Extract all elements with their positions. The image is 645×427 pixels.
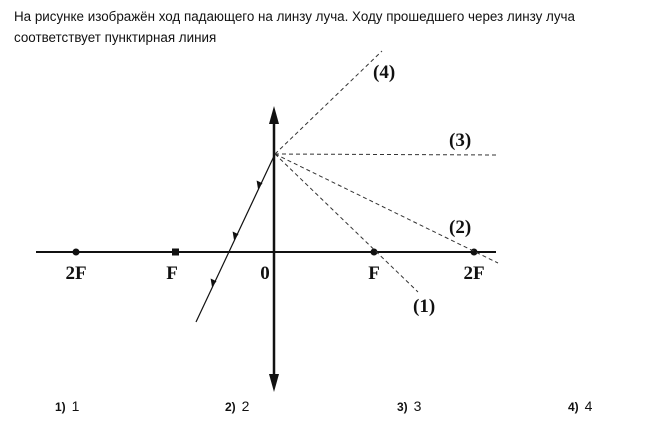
label-right-2f: 2F — [463, 263, 485, 284]
answer-value: 4 — [584, 398, 593, 414]
answer-number: 3) — [397, 400, 408, 414]
label-ray-2: (2) — [449, 217, 472, 238]
answer-value: 3 — [413, 398, 422, 414]
label-left-2f: 2F — [65, 263, 87, 284]
label-origin: 0 — [260, 263, 270, 284]
label-ray-3: (3) — [449, 130, 472, 151]
lens-bottom-arrow — [269, 374, 279, 392]
answer-value: 2 — [241, 398, 250, 414]
dashed-ray-3 — [275, 154, 498, 155]
lens-top-arrow — [269, 106, 279, 124]
answer-options — [0, 398, 645, 422]
dashed-ray-1 — [275, 154, 418, 292]
label-left-f: F — [166, 263, 178, 284]
dashed-ray-4 — [275, 51, 382, 154]
label-ray-4: (4) — [373, 62, 396, 83]
question-line-2: соответствует пунктирная линия — [14, 30, 217, 45]
answer-option-4[interactable] — [568, 398, 592, 416]
answer-option-3[interactable] — [397, 398, 421, 416]
answer-number: 2) — [225, 400, 236, 414]
question-line-1: На рисунке изображён ход падающего на линзу луча. Ходу прошедшего через линзу луча — [14, 9, 575, 24]
answer-value: 1 — [71, 398, 80, 414]
label-ray-1: (1) — [413, 296, 436, 317]
answer-option-2[interactable] — [225, 398, 249, 416]
label-right-f: F — [368, 263, 380, 284]
answer-option-1[interactable] — [55, 398, 79, 416]
point-left-2f — [73, 249, 80, 256]
point-left-f — [172, 249, 179, 256]
answer-number: 1) — [55, 400, 66, 414]
dashed-ray-2 — [275, 154, 498, 263]
answer-number: 4) — [568, 400, 579, 414]
